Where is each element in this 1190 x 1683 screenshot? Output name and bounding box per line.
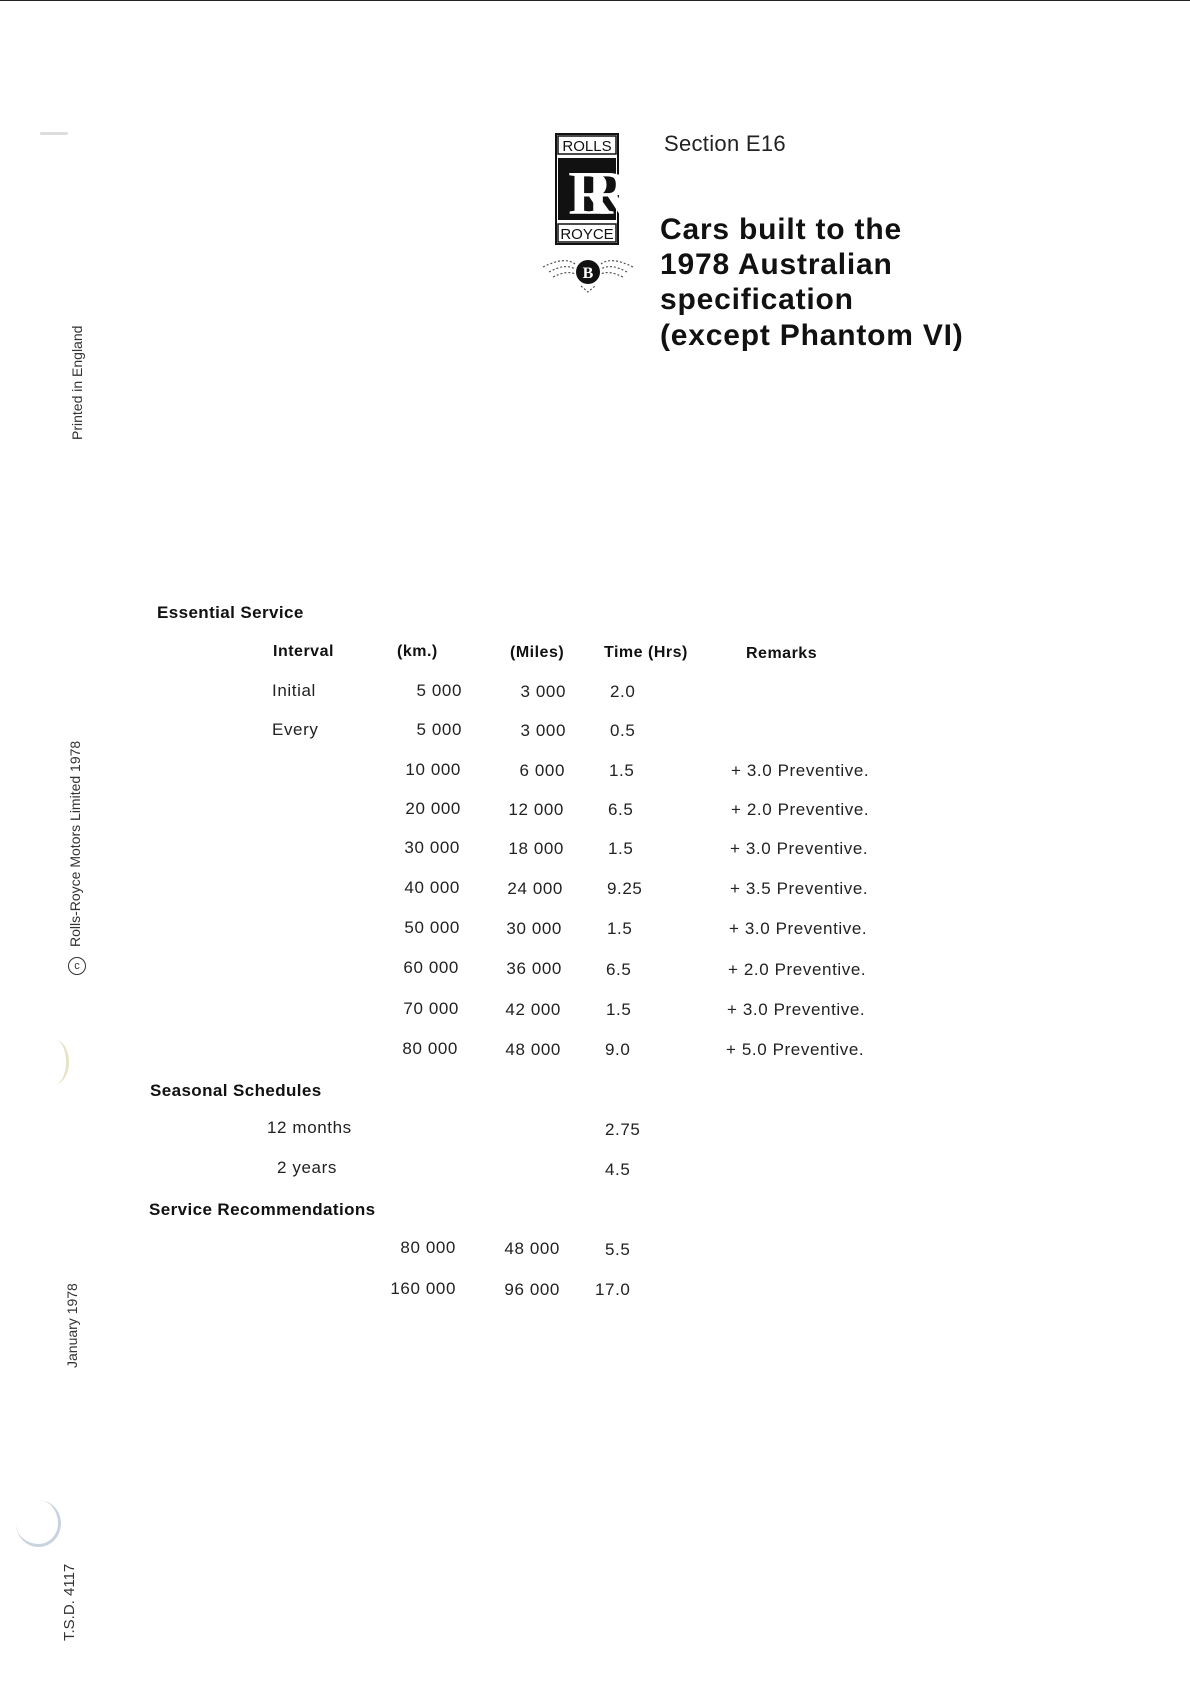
table-cell-miles: 3 000	[520, 721, 566, 740]
col-header-time: Time (Hrs)	[604, 644, 688, 661]
table-cell-km: 5 000	[416, 720, 462, 739]
table-cell-interval: Every	[272, 720, 319, 739]
col-header-interval: Interval	[273, 643, 334, 660]
table-cell-interval: 12 months	[267, 1118, 352, 1137]
printed-in-note: Printed in England	[69, 325, 85, 440]
logo-monogram: RR	[568, 160, 606, 228]
table-cell-time: 6.5	[608, 800, 634, 819]
copyright-note: Rolls-Royce Motors Limited 1978	[67, 740, 83, 947]
essential-service-heading: Essential Service	[157, 603, 304, 622]
logo-bottom-text: ROYCE	[560, 226, 614, 243]
table-cell-km: 40 000	[404, 878, 460, 897]
logo-graphic	[535, 132, 645, 302]
title-line: (except Phantom VI)	[660, 319, 964, 352]
table-cell-remarks: + 2.0 Preventive.	[728, 960, 867, 979]
bentley-badge-letter: B	[582, 265, 594, 282]
punch-hole-shadow	[42, 1040, 69, 1084]
table-cell-km: 20 000	[405, 799, 461, 818]
rolls-royce-bentley-logo	[535, 132, 645, 302]
table-cell-km: 10 000	[405, 760, 461, 779]
table-cell-remarks: + 5.0 Preventive.	[726, 1040, 865, 1059]
table-cell-time: 0.5	[610, 721, 636, 740]
table-cell-miles: 42 000	[505, 1000, 561, 1019]
punch-hole-shadow	[16, 1500, 61, 1547]
service-recommendations-heading: Service Recommendations	[149, 1200, 376, 1219]
table-cell-remarks: + 3.0 Preventive.	[731, 761, 870, 780]
table-cell-time: 17.0	[595, 1280, 631, 1299]
table-cell-time: 1.5	[608, 839, 634, 858]
table-cell-remarks: + 3.0 Preventive.	[730, 839, 869, 858]
seasonal-schedules-heading: Seasonal Schedules	[150, 1081, 322, 1100]
table-cell-miles: 48 000	[505, 1040, 561, 1059]
scan-mark	[40, 132, 68, 135]
table-cell-km: 50 000	[404, 918, 460, 937]
table-cell-miles: 18 000	[508, 839, 564, 858]
col-header-remarks: Remarks	[746, 645, 818, 662]
top-rule	[0, 0, 1190, 1]
table-cell-remarks: + 2.0 Preventive.	[731, 800, 870, 819]
table-cell-miles: 24 000	[507, 879, 563, 898]
copyright-icon: c	[68, 957, 86, 975]
table-cell-miles: 6 000	[519, 761, 565, 780]
date-note: January 1978	[64, 1283, 80, 1368]
table-cell-time: 2.0	[610, 682, 636, 701]
section-label: Section E16	[664, 131, 786, 156]
table-cell-time: 9.25	[607, 879, 643, 898]
table-cell-time: 6.5	[606, 960, 632, 979]
table-cell-miles: 48 000	[504, 1239, 560, 1258]
title-line: specification	[660, 283, 854, 316]
table-cell-miles: 36 000	[506, 959, 562, 978]
table-cell-time: 1.5	[606, 1000, 632, 1019]
col-header-km: (km.)	[397, 643, 438, 660]
table-cell-interval: Initial	[272, 681, 316, 700]
table-cell-time: 2.75	[605, 1120, 641, 1139]
table-cell-time: 1.5	[609, 761, 635, 780]
table-cell-km: 80 000	[400, 1238, 456, 1257]
title-line: Cars built to the	[660, 213, 902, 246]
page-title	[660, 212, 964, 353]
table-cell-km: 30 000	[404, 838, 460, 857]
table-cell-km: 5 000	[416, 681, 462, 700]
logo-top-text: ROLLS	[562, 138, 612, 155]
bentley-wings-icon	[543, 260, 633, 292]
table-cell-miles: 3 000	[520, 682, 566, 701]
table-cell-time: 4.5	[605, 1160, 631, 1179]
table-cell-km: 160 000	[390, 1279, 456, 1298]
table-cell-remarks: + 3.0 Preventive.	[729, 919, 868, 938]
table-cell-time: 9.0	[605, 1040, 631, 1059]
doc-ref-note: T.S.D. 4117	[61, 1563, 78, 1641]
table-cell-remarks: + 3.0 Preventive.	[727, 1000, 866, 1019]
table-cell-km: 70 000	[403, 999, 459, 1018]
table-cell-miles: 96 000	[504, 1280, 560, 1299]
table-cell-km: 60 000	[403, 958, 459, 977]
table-cell-interval: 2 years	[277, 1158, 337, 1177]
table-cell-miles: 12 000	[508, 800, 564, 819]
table-cell-km: 80 000	[402, 1039, 458, 1058]
col-header-miles: (Miles)	[510, 644, 565, 661]
table-cell-time: 5.5	[605, 1240, 631, 1259]
table-cell-remarks: + 3.5 Preventive.	[730, 879, 869, 898]
title-line: 1978 Australian	[660, 248, 893, 281]
table-cell-time: 1.5	[607, 919, 633, 938]
table-cell-miles: 30 000	[506, 919, 562, 938]
